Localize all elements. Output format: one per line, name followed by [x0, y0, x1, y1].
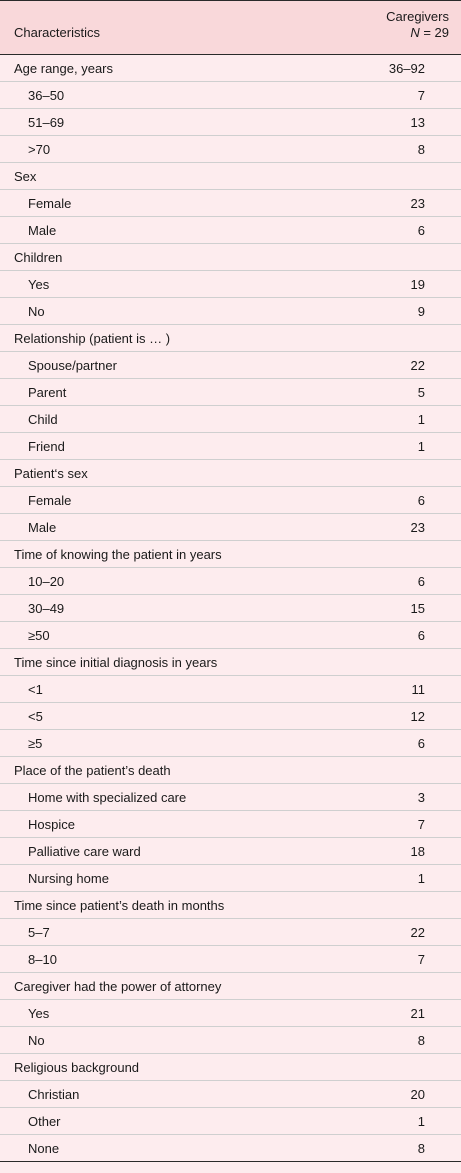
row-label: Spouse/partner [28, 358, 117, 373]
table-row [0, 514, 461, 541]
row-label: Parent [28, 385, 67, 400]
row-value: 5 [417, 385, 425, 400]
table-row [0, 352, 461, 379]
table-row [0, 1000, 461, 1027]
row-value: 12 [410, 709, 425, 724]
row-label: 36–50 [28, 88, 65, 103]
category-label: Relationship (patient is … ) [14, 331, 171, 346]
table-row [0, 784, 461, 811]
category-label: Caregiver had the power of attorney [14, 979, 222, 994]
category-label: Children [14, 250, 63, 265]
header-n-symbol: N [410, 25, 420, 40]
category-label: Religious background [14, 1060, 140, 1075]
table-row [0, 676, 461, 703]
table-row [0, 190, 461, 217]
row-value: 1 [417, 1114, 425, 1129]
table-row [0, 487, 461, 514]
table-row [0, 568, 461, 595]
row-label: Palliative care ward [28, 844, 141, 859]
row-label: Hospice [28, 817, 75, 832]
row-value: 18 [410, 844, 425, 859]
table-row [0, 1135, 461, 1162]
category-row [0, 325, 461, 352]
table-row [0, 1081, 461, 1108]
row-label: Female [28, 196, 72, 211]
table-row [0, 622, 461, 649]
header-n-value: = 29 [419, 25, 449, 40]
row-value: 22 [410, 358, 425, 373]
row-label: Yes [28, 1006, 50, 1021]
table-row [0, 379, 461, 406]
table-row [0, 730, 461, 757]
table-row [0, 838, 461, 865]
category-label: Time since initial diagnosis in years [14, 655, 218, 670]
table-row [0, 703, 461, 730]
row-value: 11 [411, 682, 425, 697]
row-value: 8 [417, 1141, 425, 1156]
row-value: 7 [417, 952, 425, 967]
row-label: Nursing home [28, 871, 109, 886]
category-label: Age range, years [14, 61, 114, 76]
table-row [0, 109, 461, 136]
table-row [0, 811, 461, 838]
row-label: <1 [28, 682, 43, 697]
row-value: 6 [417, 736, 425, 751]
category-row [0, 55, 461, 82]
row-value: 36–92 [388, 61, 425, 76]
row-label: Friend [28, 439, 65, 454]
category-row [0, 757, 461, 784]
row-value: 8 [417, 1033, 425, 1048]
row-label: 5–7 [28, 925, 50, 940]
row-value: 20 [410, 1087, 425, 1102]
row-value: 23 [410, 196, 425, 211]
header-caregivers [386, 9, 449, 41]
category-row [0, 460, 461, 487]
row-value: 15 [410, 601, 425, 616]
row-value: 6 [417, 628, 425, 643]
category-row [0, 973, 461, 1000]
category-row [0, 892, 461, 919]
row-label: Male [28, 520, 57, 535]
table-header [0, 0, 461, 55]
category-label: Time since patient’s death in months [14, 898, 225, 913]
row-value: 6 [417, 493, 425, 508]
row-label: No [28, 1033, 45, 1048]
table-row [0, 136, 461, 163]
row-value: 8 [417, 142, 425, 157]
row-value: 9 [417, 304, 425, 319]
row-label: Other [28, 1114, 61, 1129]
header-caregivers-count [386, 25, 449, 41]
category-label: Sex [14, 169, 37, 184]
category-row [0, 244, 461, 271]
header-caregivers-label: Caregivers [386, 9, 449, 24]
row-value: 6 [417, 574, 425, 589]
category-row [0, 649, 461, 676]
row-value: 13 [410, 115, 425, 130]
row-value: 21 [410, 1006, 425, 1021]
row-value: 1 [417, 412, 425, 427]
table-row [0, 82, 461, 109]
table-row [0, 865, 461, 892]
table-row [0, 1108, 461, 1135]
row-label: 10–20 [28, 574, 65, 589]
category-row [0, 1054, 461, 1081]
row-label: None [28, 1141, 60, 1156]
row-label: <5 [28, 709, 43, 724]
row-label: 30–49 [28, 601, 65, 616]
category-label: Patient‘s sex [14, 466, 88, 481]
table-row [0, 433, 461, 460]
table-row [0, 595, 461, 622]
row-value: 22 [410, 925, 425, 940]
table-row [0, 298, 461, 325]
category-label: Place of the patient’s death [14, 763, 171, 778]
row-value: 6 [417, 223, 425, 238]
row-label: ≥5 [28, 736, 43, 751]
row-value: 3 [417, 790, 425, 805]
row-value: 1 [417, 439, 425, 454]
row-label: 8–10 [28, 952, 57, 967]
row-label: Yes [28, 277, 50, 292]
row-label: 51–69 [28, 115, 65, 130]
row-label: >70 [28, 142, 51, 157]
row-value: 23 [410, 520, 425, 535]
row-value: 7 [417, 817, 425, 832]
table-row [0, 946, 461, 973]
header-characteristics: Characteristics [14, 25, 100, 40]
row-value: 7 [417, 88, 425, 103]
table-row [0, 1027, 461, 1054]
row-label: Child [28, 412, 58, 427]
category-row [0, 541, 461, 568]
row-label: ≥50 [28, 628, 50, 643]
row-label: Male [28, 223, 57, 238]
category-row [0, 163, 461, 190]
category-label: Time of knowing the patient in years [14, 547, 222, 562]
row-label: Home with specialized care [28, 790, 187, 805]
row-label: No [28, 304, 45, 319]
table-row [0, 406, 461, 433]
table-row [0, 271, 461, 298]
table-row [0, 919, 461, 946]
row-label: Female [28, 493, 72, 508]
row-value: 1 [417, 871, 425, 886]
row-label: Christian [28, 1087, 80, 1102]
table-body [0, 55, 461, 1162]
table-row [0, 217, 461, 244]
row-value: 19 [410, 277, 425, 292]
